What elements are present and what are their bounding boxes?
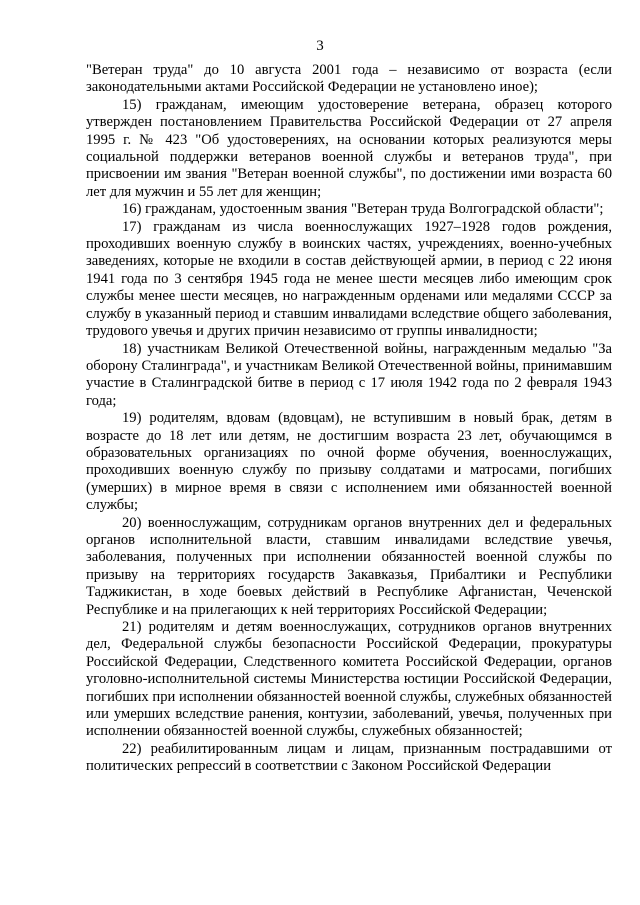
page-number: 3 xyxy=(316,38,324,54)
document-body xyxy=(86,62,612,776)
paragraph-item-15: 15) гражданам, имеющим удостоверение ветерана, образец которого утвержден постановлением Правительства Российской Федерации от 27 апреля 1995 г. № 423 "Об удостоверениях, на основании которых реализуются меры социальной поддержки ветеранов военной службы и ветеранов труда", при присвоении им звания "Ветеран военной службы", по достижении ими возраста 60 лет для мужчин и 55 лет для женщин; xyxy=(86,96,612,200)
paragraph-item-16: 16) гражданам, удостоенным звания "Ветеран труда Волгоградской области"; xyxy=(122,201,604,218)
paragraph-continuation: "Ветеран труда" до 10 августа 2001 года – независимо от возраста (если законодательными актами Российской Федерации не установлено иное); xyxy=(86,62,612,96)
paragraph-item-17: 17) гражданам из числа военнослужащих 1927–1928 годов рождения, проходивших военную службу в воинских частях, учреждениях, военно-учебных заведениях, которые не входили в состав действующей армии, в период с 22 июня 1941 года по 3 сентября 1945 года не менее шести месяцев либо имеющим срок службы менее шести месяцев, но награжденным орденами или медалями СССР за службу в указанный период и ставшим инвалидами вследствие общего заболевания, трудового увечья и других причин независимо от группы инвалидности; xyxy=(86,218,612,340)
paragraph-item-20: 20) военнослужащим, сотрудникам органов внутренних дел и федеральных органов исполнительной власти, ставшим инвалидами вследствие увечья, заболевания, полученных при исполнении обязанностей военной службы по призыву на территориях государств Закавказья, Прибалтики и Республики Таджикистан, в ходе боевых действий в Республике Афганистан, Чеченской Республике и на прилегающих к ней территориях Российской Федерации; xyxy=(86,514,612,618)
paragraph-item-18: 18) участникам Великой Отечественной войны, награжденным медалью "За оборону Сталинграда", и участникам Великой Отечественной войны, принимавшим участие в Сталинградской битве в период с 17 июля 1942 года по 2 февраля 1943 года; xyxy=(86,340,612,409)
paragraph-item-22: 22) реабилитированным лицам и лицам, признанным пострадавшими от политических репрессий в соответствии с Законом Российской Федерации xyxy=(86,740,612,775)
paragraph-item-19: 19) родителям, вдовам (вдовцам), не вступившим в новый брак, детям в возрасте до 18 лет или детям, не достигшим возраста 23 лет, обучающимся в образовательных организациях по очной форме обучения, военнослужащих, проходивших военную службу по призыву солдатами и матросами, погибших (умерших) в мирное время в связи с исполнением ими обязанностей военной службы; xyxy=(86,410,612,514)
paragraph-item-21: 21) родителям и детям военнослужащих, сотрудников органов внутренних дел, Федеральной службы безопасности Российской Федерации, прокуратуры Российской Федерации, Следственного комитета Российской Федерации, органов уголовно-исполнительной системы Министерства юстиции Российской Федерации, погибших при исполнении обязанностей военной службы, служебных обязанностей или умерших вследствие ранения, контузии, заболеваний, увечья, полученных при исполнении обязанностей военной службы, служебных обязанностей; xyxy=(86,619,612,740)
